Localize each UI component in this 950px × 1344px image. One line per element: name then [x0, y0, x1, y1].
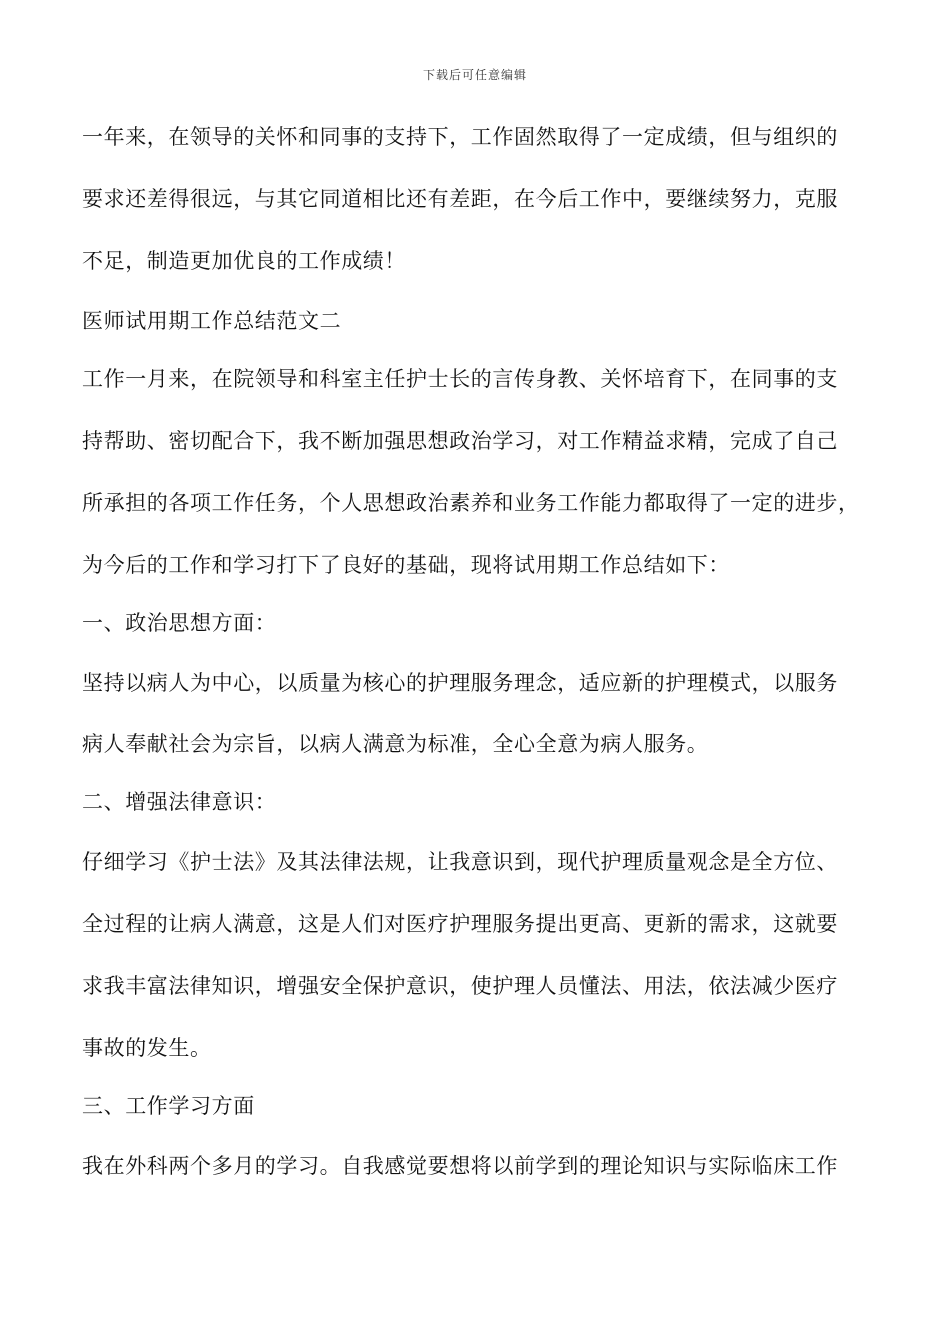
paragraph-line: 事故的发生。 [82, 1036, 212, 1060]
paragraph-line: 工作一月来，在院领导和科室主任护士长的言传身教、关怀培育下，在同事的支 [82, 367, 838, 391]
paragraph-line: 求我丰富法律知识，增强安全保护意识，使护理人员懂法、用法，依法减少医疗 [82, 974, 838, 998]
paragraph-line: 一年来，在领导的关怀和同事的支持下，工作固然取得了一定成绩，但与组织的 [82, 125, 838, 149]
paragraph-line: 全过程的让病人满意，这是人们对医疗护理服务提出更高、更新的需求，这就要 [82, 912, 838, 936]
paragraph-line: 病人奉献社会为宗旨，以病人满意为标准，全心全意为病人服务。 [82, 732, 709, 756]
section-title: 医师试用期工作总结范文二 [82, 309, 342, 333]
section-heading: 三、工作学习方面 [82, 1094, 255, 1118]
paragraph-line: 坚持以病人为中心，以质量为核心的护理服务理念，适应新的护理模式，以服务 [82, 671, 838, 695]
paragraph-line: 我在外科两个多月的学习。自我感觉要想将以前学到的理论知识与实际临床工作 [82, 1154, 838, 1178]
paragraph-line: 仔细学习《护士法》及其法律法规，让我意识到，现代护理质量观念是全方位、 [82, 850, 838, 874]
section-heading: 二、增强法律意识： [82, 790, 277, 814]
paragraph-line: 持帮助、密切配合下，我不断加强思想政治学习，对工作精益求精，完成了自己 [82, 429, 838, 453]
section-heading: 一、政治思想方面： [82, 611, 277, 635]
paragraph-line: 要求还差得很远，与其它同道相比还有差距，在今后工作中，要继续努力，克服 [82, 187, 838, 211]
header-note: 下载后可任意编辑 [422, 68, 527, 82]
paragraph-line: 不足，制造更加优良的工作成绩！ [82, 249, 406, 273]
paragraph-line: 所承担的各项工作任务，个人思想政治素养和业务工作能力都取得了一定的进步， [82, 491, 860, 515]
paragraph-line: 为今后的工作和学习打下了良好的基础，现将试用期工作总结如下： [82, 553, 730, 577]
